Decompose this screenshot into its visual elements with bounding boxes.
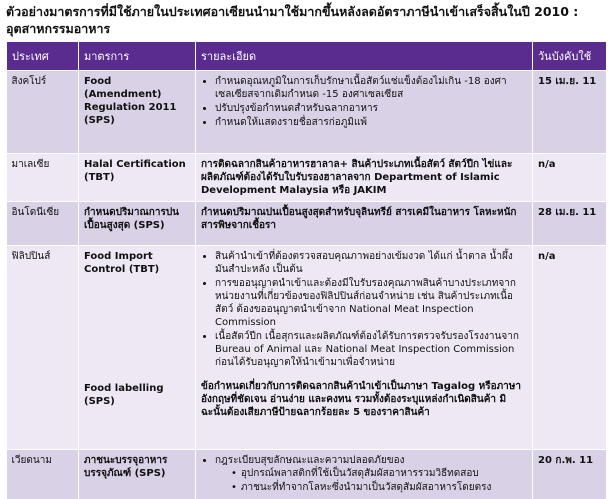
measures-table bbox=[6, 41, 607, 499]
table-header-row bbox=[7, 42, 607, 71]
spacer bbox=[84, 276, 190, 382]
header-country: ประเทศ bbox=[7, 42, 79, 71]
cell-date: 15 เม.ย. 11 bbox=[533, 71, 607, 154]
cell-country: เวียดนาม bbox=[7, 450, 79, 499]
list-item: • สินค้านำเข้าที่ต้องตรวจสอบคุณภาพอย่างเข้มงวด ได้แก่ น้ำตาล น้ำผึ้ง มันสำปะหลัง เป็นต้น bbox=[215, 250, 527, 276]
table-row-singapore bbox=[7, 71, 607, 154]
detail-list bbox=[201, 454, 527, 494]
table-row-malaysia bbox=[7, 154, 607, 202]
header-date: วันบังคับใช้ bbox=[533, 42, 607, 71]
labelling-detail: ข้อกำหนดเกี่ยวกับการติดฉลากสินค้านำเข้าเป็นภาษา Tagalog หรือภาษาอังกฤษที่ชัดเจน อ่านง่าย และคงทน รวมทั้งต้องระบุแหล่งกำเนิดสินค้า มิฉะนั้นต้องเสียภาษีป้ายฉลากร้อยละ 5 ของราคาสินค้า bbox=[201, 380, 527, 419]
cell-country: ฟิลิปปินส์ bbox=[7, 246, 79, 450]
cell-detail bbox=[196, 450, 533, 499]
table-row-vietnam bbox=[7, 450, 607, 499]
cell-date: n/a bbox=[533, 246, 607, 450]
page-title: ตัวอย่างมาตรการที่มีใช้ภายในประเทศอาเซียนนำมาใช้มากขึ้นหลังลดอัตราภาษีนำเข้าเสร็จสิ้นในปี 2010 : อุตสาหกรรมอาหาร bbox=[6, 3, 606, 37]
list-item-text: กฎระเบียบสุขลักษณะและความปลอดภัยของ bbox=[215, 455, 404, 466]
cell-detail bbox=[196, 71, 533, 154]
sub-list-item: • อุปกรณ์พลาสติกที่ใช้เป็นวัสดุสัมผัสอาหารรวมวิธีทดสอบ bbox=[231, 467, 527, 480]
cell-detail: กำหนดปริมาณปนเปื้อนสูงสุดสำหรับจุลินทรีย์ สารเคมีในอาหาร โลหะหนัก สารพิษจากเชื้อรา bbox=[196, 202, 533, 246]
cell-country: มาเลเซีย bbox=[7, 154, 79, 202]
list-item: • เนื้อสัตว์ปีก เนื้อสุกรและผลิตภัณฑ์ต้องได้รับการตรวจรับรองโรงงานจาก Bureau of Animal และ National Meat Inspection Commission ก่อนได้รับอนุญาตให้นำเข้ามาเพื่อจำหน่าย bbox=[215, 330, 527, 369]
cell-date: 28 เม.ย. 11 bbox=[533, 202, 607, 246]
list-item: • ปรับปรุงข้อกำหนดสำหรับฉลากอาหาร bbox=[215, 102, 527, 115]
header-detail: รายละเอียด bbox=[196, 42, 533, 71]
cell-country: สิงคโปร์ bbox=[7, 71, 79, 154]
cell-measure: กำหนดปริมาณการปนเปื้อนสูงสุด (SPS) bbox=[79, 202, 196, 246]
list-item bbox=[215, 454, 527, 494]
cell-detail: การติดฉลากสินค้าอาหารฮาลาล+ สินค้าประเภทเนื้อสัตว์ สัตว์ปีก ไข่และผลิตภัณฑ์ต้องได้รับใบรับรองฮาลาลจาก Department of Islamic Development Malaysia หรือ JAKIM bbox=[196, 154, 533, 202]
cell-measure: ภาชนะบรรจุอาหาร บรรจุภัณฑ์ (SPS) bbox=[79, 450, 196, 499]
cell-detail bbox=[196, 246, 533, 450]
list-item: • กำหนดอุณหภูมิในการเก็บรักษาเนื้อสัตว์แช่แข็งต้องไม่เกิน -18 องศาเซลเซียสจากเดิมกำหนด -15 องศาเซลเซียส bbox=[215, 75, 527, 101]
list-item: • การขออนุญาตนำเข้าและต้องมีใบรับรองคุณภาพสินค้าบางประเภทจากหน่วยงานที่เกี่ยวข้องของฟิลิปปินส์ก่อนจำหน่าย เช่น สินค้าประเภทเนื้อสัตว์ ต้องขออนุญาตนำเข้าจาก National Meat Inspection Commission bbox=[215, 277, 527, 329]
cell-country: อินโดนีเซีย bbox=[7, 202, 79, 246]
list-item: • กำหนดให้แสดงรายชื่อสารก่อภูมิแพ้ bbox=[215, 116, 527, 129]
sub-list-item: • ภาชนะที่ทำจากโลหะซึ่งนำมาเป็นวัสดุสัมผัสอาหารโดยตรง bbox=[231, 481, 527, 494]
detail-list bbox=[201, 75, 527, 129]
sub-list bbox=[215, 467, 527, 494]
detail-list bbox=[201, 250, 527, 369]
measure-food-labelling: Food labelling (SPS) bbox=[84, 382, 190, 408]
cell-measure: Halal Certification (TBT) bbox=[79, 154, 196, 202]
spacer bbox=[201, 370, 527, 380]
cell-date: 20 ก.พ. 11 bbox=[533, 450, 607, 499]
cell-date: n/a bbox=[533, 154, 607, 202]
cell-measure: Food (Amendment) Regulation 2011 (SPS) bbox=[79, 71, 196, 154]
table-row-indonesia bbox=[7, 202, 607, 246]
header-measure: มาตรการ bbox=[79, 42, 196, 71]
cell-measure bbox=[79, 246, 196, 450]
table-row-philippines bbox=[7, 246, 607, 450]
measure-food-import: Food Import Control (TBT) bbox=[84, 250, 190, 276]
